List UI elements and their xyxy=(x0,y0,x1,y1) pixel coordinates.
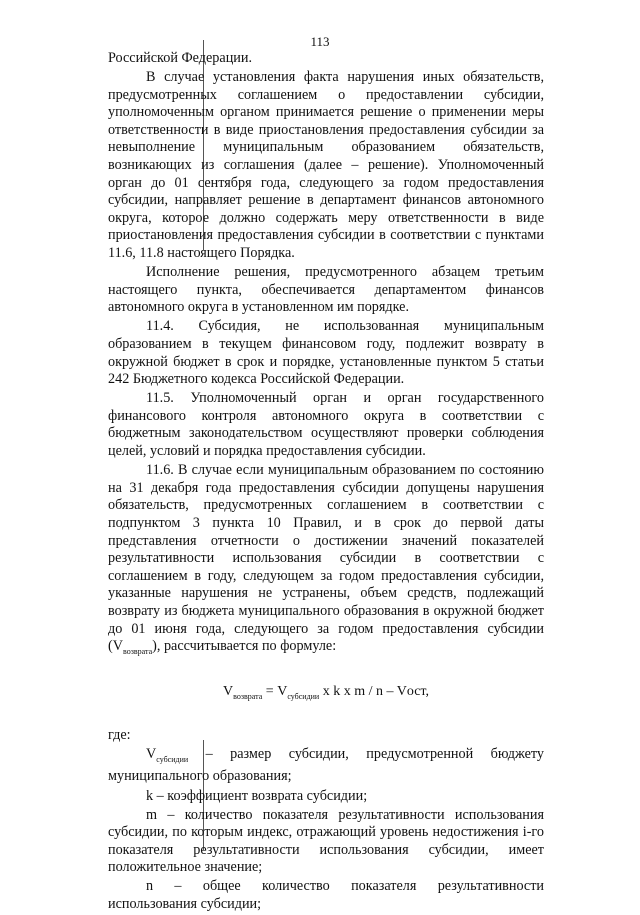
definition: m – количество показателя результативности использования субсидии, по которым индекс, отражающий уровень недостижения i-го показателя результативности использования субсидии, имеет положительное значение; xyxy=(108,806,544,876)
paragraph: В случае установления факта нарушения иных обязательств, предусмотренных соглашением о предоставлении субсидии, уполномоченным органом принимается решение о применении меры ответственности в виде приостановления предоставления субсидии за невыполнение муниципальным образованием обязательств, возникающих из соглашения (далее – решение). Уполномоченный орган до 01 сентября года, следующего за годом предоставления субсидии, направляет решение в департамент финансов автономного округа, которое должно содержать меру ответственности в виде приостановления предоставления субсидии в соответствии с пунктами 11.6, 11.8 настоящего Порядка. xyxy=(108,69,544,262)
formula-v: V xyxy=(277,683,288,699)
definition xyxy=(108,746,544,786)
where-label: где: xyxy=(108,726,131,743)
paragraph: 11.4. Субсидия, не использованная муниципальным образованием в текущем финансовом году, подлежит возврату в окружной бюджет в срок и порядке, установленные пунктом 5 статьи 242 Бюджетного кодекса Российской Федерации. xyxy=(108,318,544,388)
definition: n – общее количество показателя результативности использования субсидии; xyxy=(108,878,544,913)
paragraph: Российской Федерации. xyxy=(108,50,253,66)
formula-eq: = xyxy=(262,683,278,699)
definition-text: – размер субсидии, предусмотренной бюджету муниципального образования; xyxy=(108,746,544,785)
page-number: 113 xyxy=(310,34,330,49)
formula-rest: x k x m / n – Vост, xyxy=(319,683,429,699)
definition: k – коэффициент возврата субсидии; xyxy=(146,787,368,804)
paragraph xyxy=(108,462,544,660)
paragraph: Исполнение решения, предусмотренного абзацем третьим настоящего пункта, обеспечивается департаментом финансов автономного округа в установленном им порядке. xyxy=(108,264,544,316)
formula-sub: возврата xyxy=(233,691,263,701)
paragraph-text: 11.6. В случае если муниципальным образованием по состоянию на 31 декабря года предоставления субсидии допущены нарушения обязательств, предусмотренных соглашением в соответствии с подпунктом 3 пункта 10 Правил, и в срок до первой даты представления отчетности о достижении значений показателей результативности использования субсидии в соответствии с соглашением в году, следующем за годом предоставления субсидии, указанные нарушения не устранены, объем средств, подлежащий возврату из бюджета муниципального образования в окружной бюджет до 01 июня года, следующего за годом предоставления субсидии (V xyxy=(108,462,544,655)
formula xyxy=(108,683,544,705)
paragraph-text: ), рассчитывается по формуле: xyxy=(152,638,337,655)
document-body xyxy=(108,50,544,915)
subscript: субсидии xyxy=(156,754,189,764)
formula-v: V xyxy=(223,683,234,699)
subscript: возврата xyxy=(122,646,153,656)
formula-sub: субсидии xyxy=(287,691,320,701)
paragraph: 11.5. Уполномоченный орган и орган государственного финансового контроля автономного округа в соответствии с бюджетным законодательством осуществляют проверки соблюдения целей, условий и порядка предоставления субсидии. xyxy=(108,390,544,460)
formula-v: V xyxy=(146,746,157,762)
